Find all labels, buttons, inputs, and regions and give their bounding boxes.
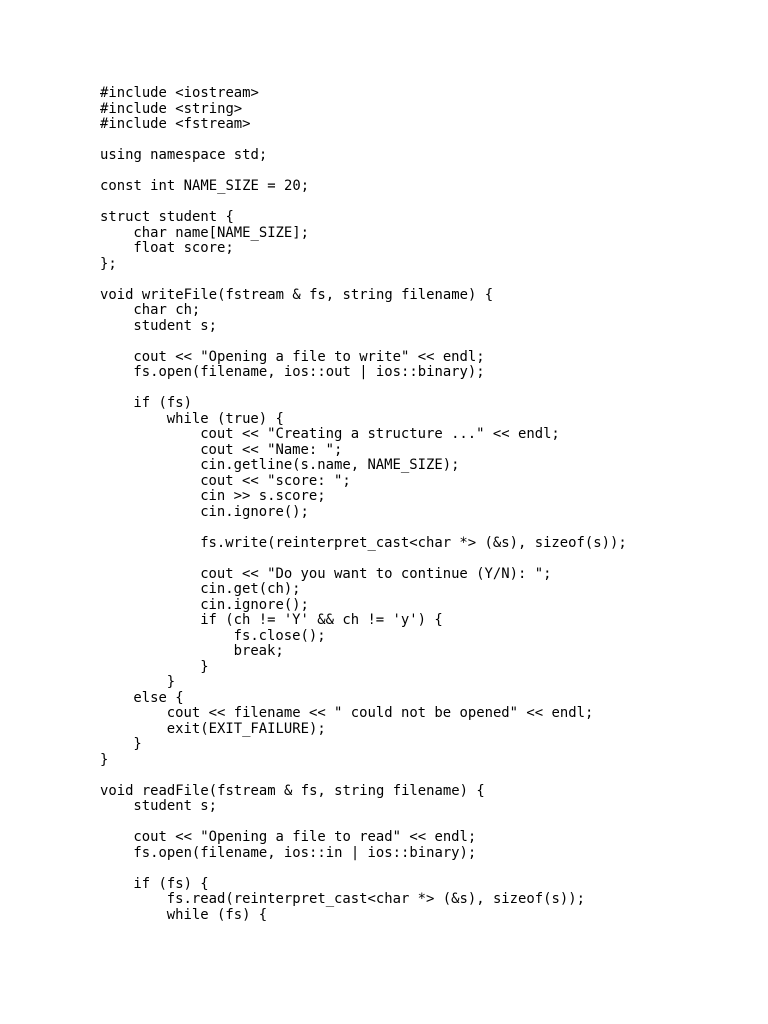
code-line: } <box>166 674 176 690</box>
code-line: cout << "Opening a file to write" << endl; <box>133 348 485 365</box>
code-line: if (fs) <box>133 395 192 411</box>
blank-line <box>100 334 627 350</box>
code-line: fs.write(reinterpret_cast<char *> (&s), sizeof(s)); <box>200 534 627 551</box>
code-line: cin.ignore(); <box>200 503 309 520</box>
code-line: void readFile(fstream & fs, string filename) { <box>100 782 485 799</box>
code-line: fs.close(); <box>233 627 326 644</box>
blank-line <box>100 768 627 784</box>
code-line: const int NAME_SIZE = 20; <box>100 178 310 194</box>
code-line: while (fs) { <box>166 906 268 923</box>
code-line: fs.read(reinterpret_cast<char *> (&s), sizeof(s)); <box>166 891 585 907</box>
code-line: char name[NAME_SIZE]; <box>133 224 310 241</box>
code-line: exit(EXIT_FAILURE); <box>166 720 326 737</box>
code-line: cout << "Opening a file to read" << endl; <box>133 829 477 845</box>
code-line: if (fs) { <box>133 875 209 892</box>
code-line: cout << "Name: "; <box>200 441 343 458</box>
code-line: cout << "Creating a structure ..." << endl; <box>200 426 560 442</box>
code-line: fs.open(filename, ios::in | ios::binary); <box>133 844 477 861</box>
code-line: using namespace std; <box>100 147 268 163</box>
code-line: struct student { <box>100 209 234 225</box>
code-line: #include <iostream> <box>100 85 259 101</box>
code-line: if (ch != 'Y' && ch != 'y') { <box>200 612 443 628</box>
code-line: char ch; <box>133 302 201 318</box>
code-line: cin >> s.score; <box>200 488 326 504</box>
code-line: cout << "Do you want to continue (Y/N): "; <box>200 565 552 582</box>
code-line: void writeFile(fstream & fs, string filename) { <box>100 286 494 303</box>
blank-line <box>100 133 627 149</box>
code-line: }; <box>100 255 117 272</box>
code-line: cin.get(ch); <box>200 581 301 597</box>
blank-line <box>100 861 627 877</box>
code-line: } <box>100 751 109 768</box>
blank-line <box>100 272 627 288</box>
code-line: } <box>200 658 209 675</box>
code-line: #include <fstream> <box>100 116 251 132</box>
blank-line <box>100 551 627 567</box>
blank-line <box>100 195 627 211</box>
blank-line <box>100 164 627 180</box>
code-line: cout << "score: "; <box>200 472 351 489</box>
code-line: fs.open(filename, ios::out | ios::binary); <box>133 364 485 380</box>
code-line: student s; <box>133 317 218 334</box>
code-line: cin.getline(s.name, NAME_SIZE); <box>200 457 460 473</box>
code-line: float score; <box>133 240 234 256</box>
code-line: break; <box>233 643 284 659</box>
blank-line <box>100 815 627 831</box>
code-line: cin.ignore(); <box>200 596 309 613</box>
code-line: } <box>133 736 142 752</box>
code-line: cout << filename << " could not be opened" << endl; <box>166 705 594 721</box>
code-line: #include <string> <box>100 100 243 117</box>
code-block <box>100 86 627 923</box>
blank-line <box>100 520 627 536</box>
code-line: student s; <box>133 798 218 814</box>
code-line: else { <box>133 689 184 706</box>
blank-line <box>100 381 627 397</box>
code-line: while (true) { <box>166 410 284 427</box>
